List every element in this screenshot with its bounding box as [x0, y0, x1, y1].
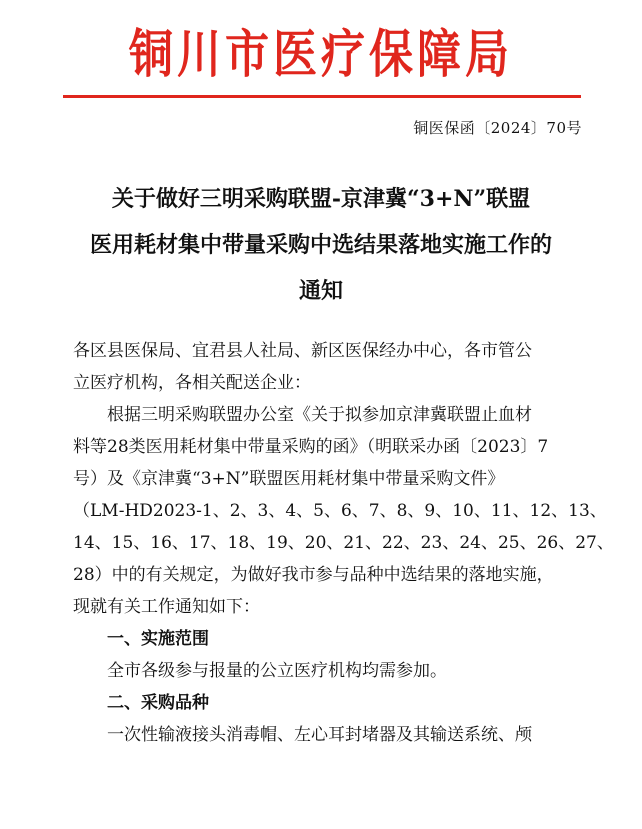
document-number: 铜医保函〔2024〕70号: [413, 119, 582, 137]
addressee-line: 各区县医保局、宜君县人社局、新区医保经办中心，各市管公: [73, 341, 532, 361]
title-line: 医用耗材集中带量采购中选结果落地实施工作的: [89, 232, 552, 258]
paragraph-line: 号）及《京津冀“3+N”联盟医用耗材集中带量采购文件》: [73, 469, 505, 489]
title-line: 关于做好三明采购联盟-京津冀“3+N”联盟: [111, 186, 531, 212]
addressee-line: 立医疗机构，各相关配送企业：: [73, 373, 311, 393]
paragraph-line: （LM-HD2023-1、2、3、4、5、6、7、8、9、10、11、12、13、: [73, 501, 607, 521]
title-line: 通知: [298, 278, 343, 304]
paragraph-line: 料等28类医用耗材集中带量采购的函》（明联采办函〔2023〕7: [73, 437, 549, 457]
letterhead-org-name: 铜川市医疗保障局: [129, 24, 513, 86]
paragraph-line: 现就有关工作通知如下：: [73, 597, 260, 617]
paragraph-line: 14、15、16、17、18、19、20、21、22、23、24、25、26、27、: [73, 533, 614, 553]
document-body: [73, 335, 614, 751]
section-heading: 二、采购品种: [107, 693, 209, 713]
paragraph-line: 一次性输液接头消毒帽、左心耳封堵器及其输送系统、颅: [107, 725, 532, 745]
paragraph-line: 28）中的有关规定，为做好我市参与品种中选结果的落地实施，: [73, 565, 554, 585]
section-heading: 一、实施范围: [107, 629, 209, 649]
document-title: [40, 176, 602, 314]
paragraph-line: 全市各级参与报量的公立医疗机构均需参加。: [107, 661, 447, 681]
paragraph-line: 根据三明采购联盟办公室《关于拟参加京津冀联盟止血材: [107, 405, 532, 425]
letterhead-red-rule: [63, 95, 581, 98]
